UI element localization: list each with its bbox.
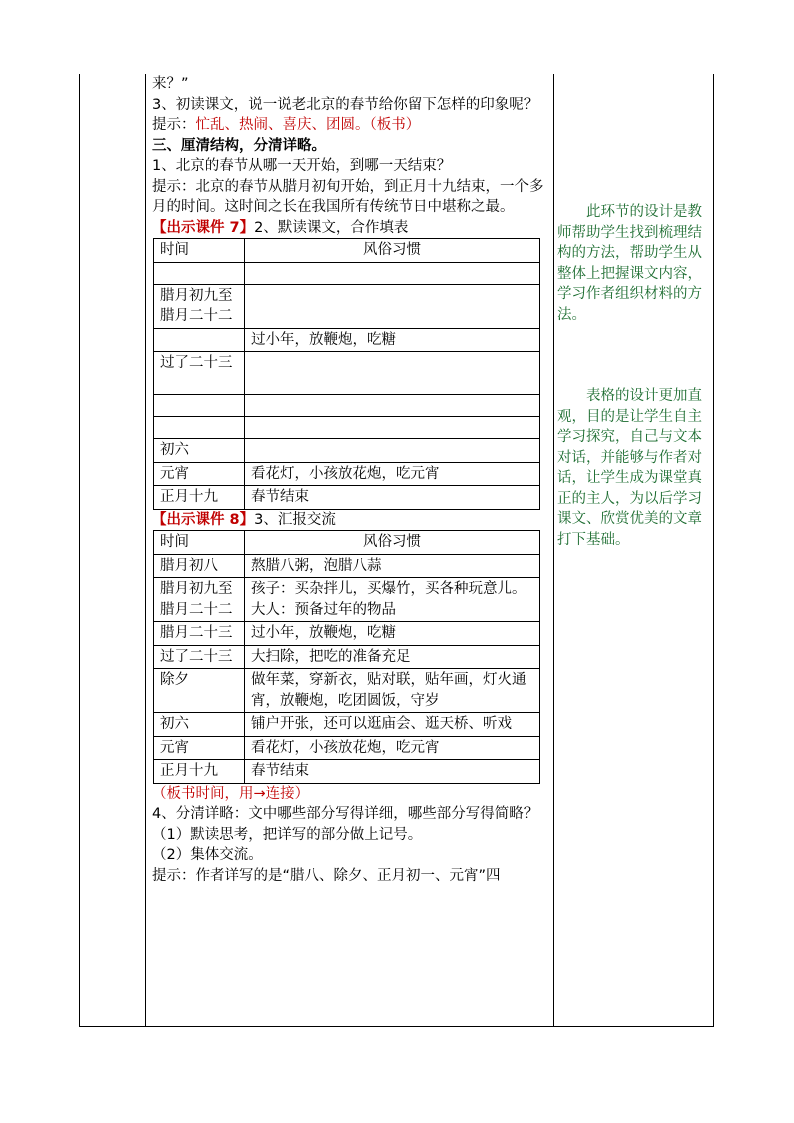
hint-1 [152,115,552,136]
table-cell [245,352,540,395]
slide-7-tag: 【出示课件 7】 [152,219,255,236]
design-note-2: 表格的设计更加直观，目的是让学生自主学习探究，自己与文本对话，并能够与作者对话，让学生成为课堂真正的主人，为以后学习课文、欣赏优美的文章打下基础。 [557,388,702,548]
column-divider-1 [145,74,146,1027]
column-divider-2 [553,74,554,1027]
continued-line: 来？” [152,76,189,92]
table-cell [154,328,245,352]
table-cell: 正月十九 [154,760,245,784]
table-cell: 元宵 [154,462,245,486]
table-cell [245,284,540,328]
table-cell: 过小年，放鞭炮，吃糖 [245,622,540,646]
table-cell: 过了二十三 [154,645,245,669]
table-cell [245,417,540,439]
slide-7-line [152,218,552,239]
table-cell [245,262,540,284]
bottom-border [79,1026,713,1027]
slide-7-text: 2、默读课文，合作填表 [254,219,409,236]
table-cell: 熬腊八粥，泡腊八蒜 [245,554,540,578]
table-cell: 腊月初九至腊月二十二 [154,578,245,622]
section-3-heading: 三、厘清结构，分清详略。 [152,137,326,154]
table-cell: 春节结束 [245,760,540,784]
table-cell: 除夕 [154,669,245,713]
hint-keywords: 忙乱、热闹、喜庆、团圆。（板书） [195,117,421,133]
slide-8-tag: 【出示课件 8】 [152,511,255,528]
table-cell [154,262,245,284]
table-cell [245,578,540,622]
table-cell: 腊月初九至腊月二十二 [154,284,245,328]
table-cell: 初六 [154,713,245,737]
board-note: （板书时间，用→连接） [152,785,310,802]
hint-prefix: 提示： [152,117,196,133]
question-1: 1、北京的春节从哪一天开始，到哪一天结束？ [152,158,452,174]
outer-right-border [713,74,714,1027]
table-cell: 腊月初八 [154,554,245,578]
header-custom: 风俗习惯 [245,239,540,263]
design-notes [557,202,711,550]
fill-in-table [153,238,540,510]
slide-8-line [152,510,552,531]
table-cell [154,417,245,439]
lesson-content [152,74,552,886]
header-time: 时间 [154,239,245,263]
table-cell [245,395,540,417]
outer-left-border [79,74,80,1027]
hint-3: 提示：作者详写的是“腊八、除夕、正月初一、元宵”四 [152,867,501,884]
hint-2: 提示：北京的春节从腊月初旬开始，到正月十九结束，一个多月的时间。这时间之长在我国所有传统节日中堪称之最。 [152,178,544,215]
table-cell: 腊月二十三 [154,622,245,646]
table-cell: 看花灯，小孩放花炮，吃元宵 [245,736,540,760]
question-4: 4、分清详略：文中哪些部分写得详细，哪些部分写得简略？ [152,806,539,822]
table-cell [245,439,540,463]
header-custom: 风俗习惯 [245,531,540,555]
table-cell: 正月十九 [154,486,245,510]
table-cell: 大扫除，把吃的准备充足 [245,645,540,669]
table-cell: 铺户开张，还可以逛庙会、逛天桥、听戏 [245,713,540,737]
custom-adults: 大人：预备过年的物品 [251,601,396,618]
table-cell: 初六 [154,439,245,463]
answer-table [153,530,540,784]
slide-8-text: 3、汇报交流 [254,511,336,528]
table-cell: 过小年，放鞭炮，吃糖 [245,328,540,352]
design-note-1: 此环节的设计是教师帮助学生找到梳理结构的方法，帮助学生从整体上把握课文内容，学习作者组织材料的方法。 [557,204,702,323]
table-cell: 春节结束 [245,486,540,510]
table-cell: 看花灯，小孩放花炮，吃元宵 [245,462,540,486]
question-3: 3、初读课文，说一说老北京的春节给你留下怎样的印象呢？ [152,96,539,113]
step-1: （1）默读思考，把详写的部分做上记号。 [152,826,423,843]
table-cell: 过了二十三 [154,352,245,395]
table-cell: 元宵 [154,736,245,760]
custom-children: 孩子：买杂拌儿，买爆竹，买各种玩意儿。 [251,581,527,597]
header-time: 时间 [154,531,245,555]
table-cell: 做年菜，穿新衣，贴对联，贴年画，灯火通宵，放鞭炮，吃团圆饭，守岁 [245,669,540,713]
step-2: （2）集体交流。 [152,847,263,863]
table-cell [154,395,245,417]
